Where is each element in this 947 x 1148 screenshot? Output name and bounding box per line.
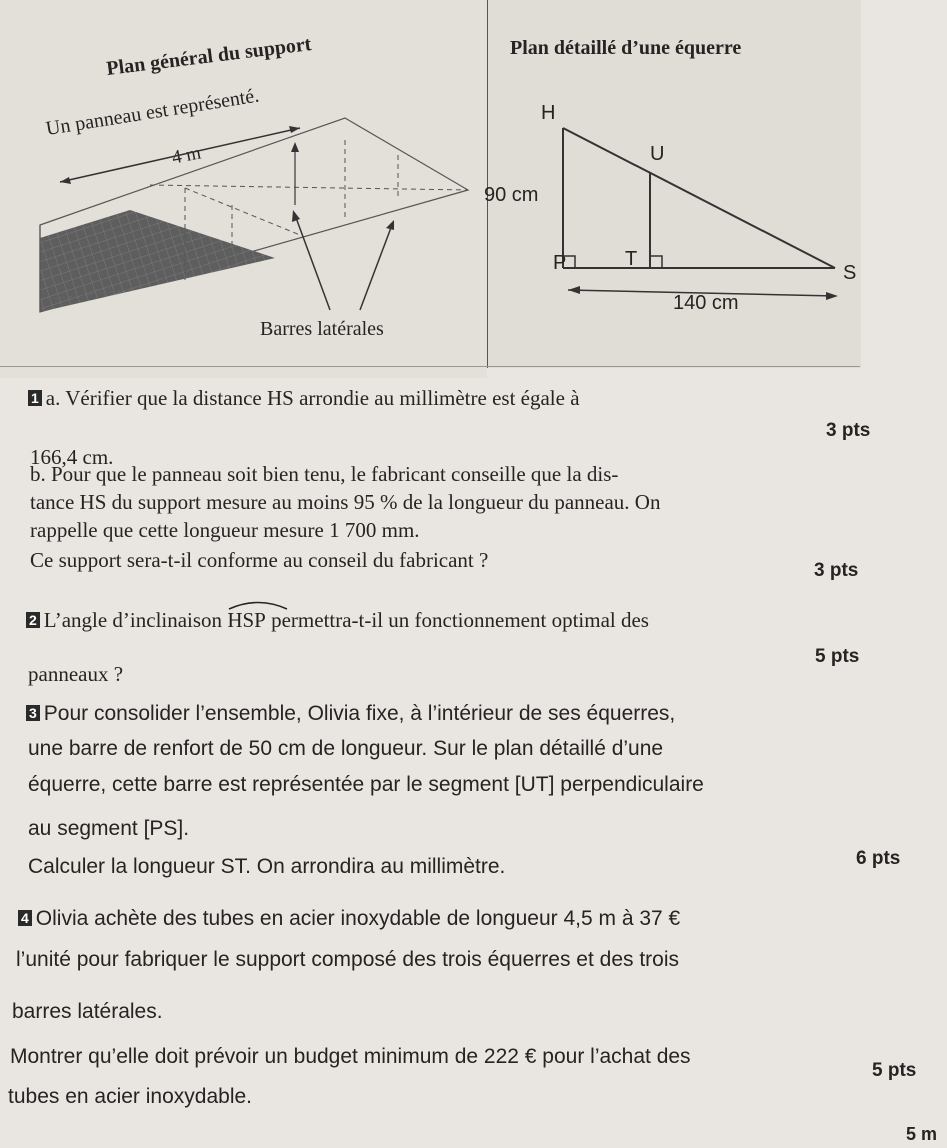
panel-caption: Un panneau est représenté. [44, 84, 261, 141]
length-arrow [60, 128, 300, 182]
point-p: P [553, 252, 567, 274]
q1b-line1: b. Pour que le panneau soit bien tenu, le fabricant conseille que la dis- [30, 462, 619, 486]
q4-line3: barres latérales. [12, 1000, 163, 1023]
q3-line4: au segment [PS]. [28, 817, 190, 840]
q1b-line4: Ce support sera-t-il conforme au conseil du fabricant ? [30, 548, 489, 572]
height-label: 90 cm [484, 184, 539, 206]
q2-points: 5 pts [815, 646, 860, 667]
q4-line5: tubes en acier inoxydable. [8, 1085, 252, 1108]
q1b-line2: tance HS du support mesure au moins 95 % de la longueur du panneau. On [30, 490, 661, 514]
q2-number-badge: 2 [26, 612, 40, 628]
q1b-line3: rappelle que cette longueur mesure 1 700 mm. [30, 518, 420, 542]
point-s: S [843, 262, 857, 284]
q3-line5: Calculer la longueur ST. On arrondira au millimètre. [28, 855, 506, 878]
support-drawing [0, 0, 487, 378]
point-h: H [541, 102, 556, 124]
q1-number-badge: 1 [28, 390, 42, 406]
point-u: U [650, 143, 665, 165]
right-angle-t [650, 256, 662, 268]
q3-number-badge: 3 [26, 705, 40, 721]
q3-line3: équerre, cette barre est représentée par le segment [UT] perpendiculaire [28, 773, 704, 796]
q4-line2: l’unité pour fabriquer le support composé des trois équerres et des trois [16, 948, 680, 971]
footer-fragment: 5 m [906, 1124, 938, 1144]
support-general-plan [0, 0, 487, 378]
angle-hsp: HSP [227, 608, 266, 633]
q2-line1: 2 L’angle d’inclinaison HSP permettra-t-il un fonctionnement optimal des [26, 608, 649, 633]
base-label: 140 cm [673, 292, 739, 314]
q1a-line1: 1 a. Vérifier que la distance HS arrondie au millimètre est égale à [28, 386, 580, 411]
q3-line2: une barre de renfort de 50 cm de longueur. Sur le plan détaillé d’une [28, 737, 664, 760]
q3-points: 6 pts [856, 848, 901, 869]
general-plan-title: Plan général du support [105, 33, 313, 81]
detailed-plan-title: Plan détaillé d’une équerre [510, 37, 742, 59]
q4-points: 5 pts [872, 1060, 917, 1081]
figure-divider [0, 366, 860, 367]
q4-line4: Montrer qu’elle doit prévoir un budget minimum de 222 € pour l’achat des [10, 1045, 691, 1068]
q4-line1: 4 Olivia achète des tubes en acier inoxydable de longueur 4,5 m à 37 € [18, 907, 680, 931]
q1b-points: 3 pts [814, 560, 859, 581]
q1a-line2: 166,4 cm. [30, 445, 114, 469]
panel-length-label: 4 m [170, 142, 203, 169]
angle-hat-icon [227, 598, 289, 610]
bar-arrow-2 [360, 225, 392, 310]
q3-line1: 3 Pour consolider l’ensemble, Olivia fixe, à l’intérieur de ses équerres, [26, 702, 675, 726]
q1a-points: 3 pts [826, 420, 871, 441]
solar-panel [40, 210, 275, 312]
square-detailed-plan [484, 0, 861, 368]
q4-number-badge: 4 [18, 910, 32, 926]
point-t: T [625, 248, 638, 270]
lateral-bars-label: Barres latérales [260, 318, 384, 340]
q2-line2: panneaux ? [28, 662, 124, 686]
bar-arrow-1 [295, 215, 330, 310]
